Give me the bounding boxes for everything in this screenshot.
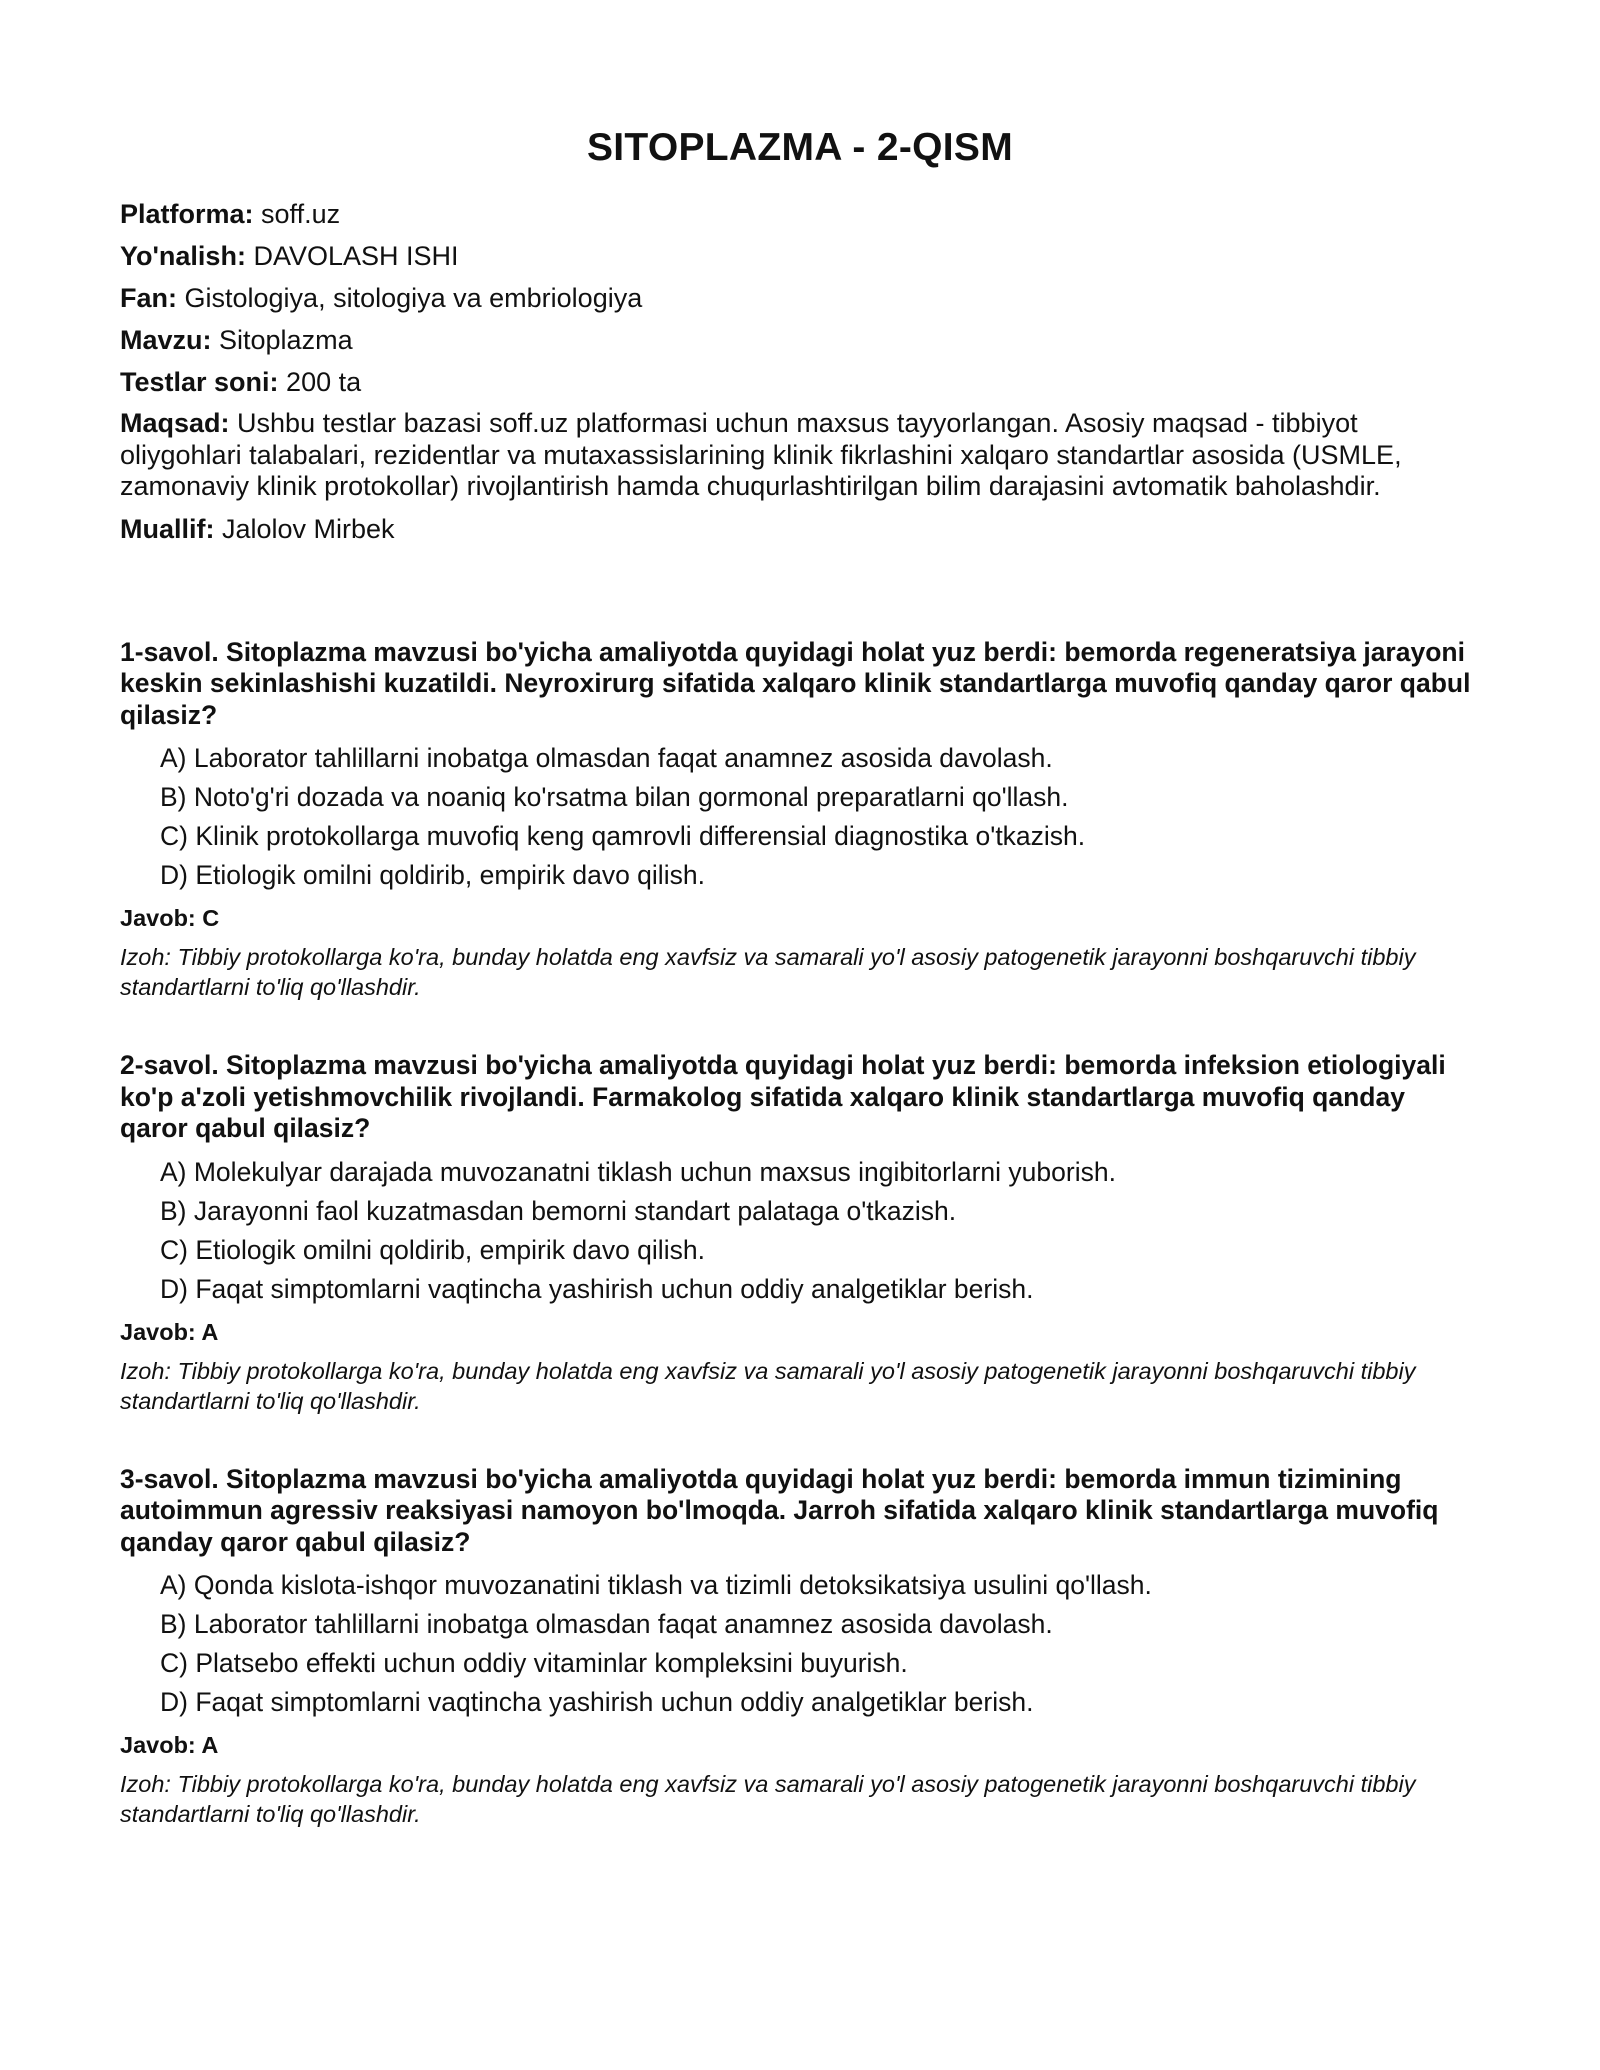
meta-value: Sitoplazma [211, 325, 353, 355]
option-b: B) Laborator tahlillarni inobatga olmasdan faqat anamnez asosida davolash. [160, 1609, 1053, 1639]
option-d: D) Faqat simptomlarni vaqtincha yashirish uchun oddiy analgetiklar berish. [160, 1273, 1034, 1304]
meta-value: 200 ta [278, 367, 362, 397]
explanation-note: Izoh: Tibbiy protokollarga ko'ra, bunday holatda eng xavfsiz va samarali yo'l asosiy patogenetik jarayonni boshqaruvchi tibbiy standartlarni to'liq qo'llashdir. [120, 1357, 1416, 1414]
meta-value: Gistologiya, sitologiya va embriologiya [177, 283, 643, 313]
meta-value: soff.uz [253, 199, 341, 229]
meta-block [120, 198, 1480, 545]
meta-label: Testlar soni: [120, 367, 279, 397]
meta-value: Jalolov Mirbek [214, 513, 395, 544]
question-2 [120, 1050, 1480, 1416]
meta-label: Maqsad: [120, 408, 230, 438]
meta-label: Mavzu: [120, 325, 212, 355]
question-text: 3-savol. Sitoplazma mavzusi bo'yicha amaliyotda quyidagi holat yuz berdi: bemorda immun tizimining autoimmun agressiv reaksiyasi namoyon bo'lmoqda. Jarroh sifatida xalqaro klinik standartlarga muvofiq qanday qaror qabul qilasiz? [120, 1463, 1439, 1557]
meta-direction [120, 240, 1480, 272]
meta-value: Ushbu testlar bazasi soff.uz platformasi uchun maxsus tayyorlangan. Asosiy maqsad - tibbiyot oliygohlari talabalari, rezidentlar va mutaxassislarining klinik fikrlashini xalqaro standartlar asosida (USMLE, zamonaviy klinik protokollar) rivojlantirish hamda chuqurlashtirilgan bilim darajasini avtomatik baholashdir. [120, 408, 1402, 501]
page-title: SITOPLAZMA - 2-QISM [586, 126, 1014, 169]
question-1 [120, 637, 1480, 1003]
meta-topic [120, 324, 1480, 356]
meta-platform [120, 198, 1480, 230]
question-text: 1-savol. Sitoplazma mavzusi bo'yicha amaliyotda quyidagi holat yuz berdi: bemorda regeneratsiya jarayoni keskin sekinlashishi kuzatildi. Neyroxirurg sifatida xalqaro klinik standartlarga muvofiq qanday qaror qabul qilasiz? [120, 636, 1471, 730]
meta-label: Muallif: [120, 513, 215, 544]
explanation-note: Izoh: Tibbiy protokollarga ko'ra, bunday holatda eng xavfsiz va samarali yo'l asosiy patogenetik jarayonni boshqaruvchi tibbiy standartlarni to'liq qo'llashdir. [120, 1771, 1416, 1827]
explanation-note: Izoh: Tibbiy protokollarga ko'ra, bunday holatda eng xavfsiz va samarali yo'l asosiy patogenetik jarayonni boshqaruvchi tibbiy standartlarni to'liq qo'llashdir. [120, 944, 1416, 1000]
question-list [120, 637, 1480, 1830]
meta-author [120, 513, 1480, 545]
meta-test-count [120, 366, 1480, 398]
option-c: C) Klinik protokollarga muvofiq keng qamrovli differensial diagnostika o'tkazish. [160, 821, 1086, 851]
option-a: A) Molekulyar darajada muvozanatni tiklash uchun maxsus ingibitorlarni yuborish. [160, 1156, 1116, 1187]
answer-label: Javob: A [120, 1732, 219, 1758]
option-a: A) Qonda kislota-ishqor muvozanatini tiklash va tizimli detoksikatsiya usulini qo'llash. [160, 1570, 1152, 1600]
option-b: B) Noto'g'ri dozada va noaniq ko'rsatma bilan gormonal preparatlarni qo'llash. [160, 782, 1069, 812]
option-d: D) Faqat simptomlarni vaqtincha yashirish uchun oddiy analgetiklar berish. [160, 1687, 1034, 1717]
answer-label: Javob: C [120, 905, 220, 931]
option-a: A) Laborator tahlillarni inobatga olmasdan faqat anamnez asosida davolash. [160, 743, 1053, 773]
question-text: 2-savol. Sitoplazma mavzusi bo'yicha amaliyotda quyidagi holat yuz berdi: bemorda infeksion etiologiyali ko'p a'zoli yetishmovchilik rivojlandi. Farmakolog sifatida xalqaro klinik standartlarga muvofiq qanday qaror qabul qilasiz? [120, 1050, 1446, 1143]
meta-label: Platforma: [120, 199, 254, 229]
meta-subject [120, 282, 1480, 314]
option-c: C) Platsebo effekti uchun oddiy vitaminlar kompleksini buyurish. [160, 1648, 908, 1678]
answer-label: Javob: A [120, 1318, 219, 1345]
option-d: D) Etiologik omilni qoldirib, empirik davo qilish. [160, 860, 705, 890]
question-3 [120, 1464, 1480, 1830]
document-page [120, 118, 1480, 1877]
meta-value: DAVOLASH ISHI [245, 241, 459, 271]
meta-purpose [120, 408, 1480, 503]
option-b: B) Jarayonni faol kuzatmasdan bemorni standart palataga o'tkazish. [160, 1195, 957, 1226]
meta-label: Yo'nalish: [120, 241, 246, 271]
meta-label: Fan: [120, 283, 177, 313]
option-c: C) Etiologik omilni qoldirib, empirik davo qilish. [160, 1234, 705, 1265]
